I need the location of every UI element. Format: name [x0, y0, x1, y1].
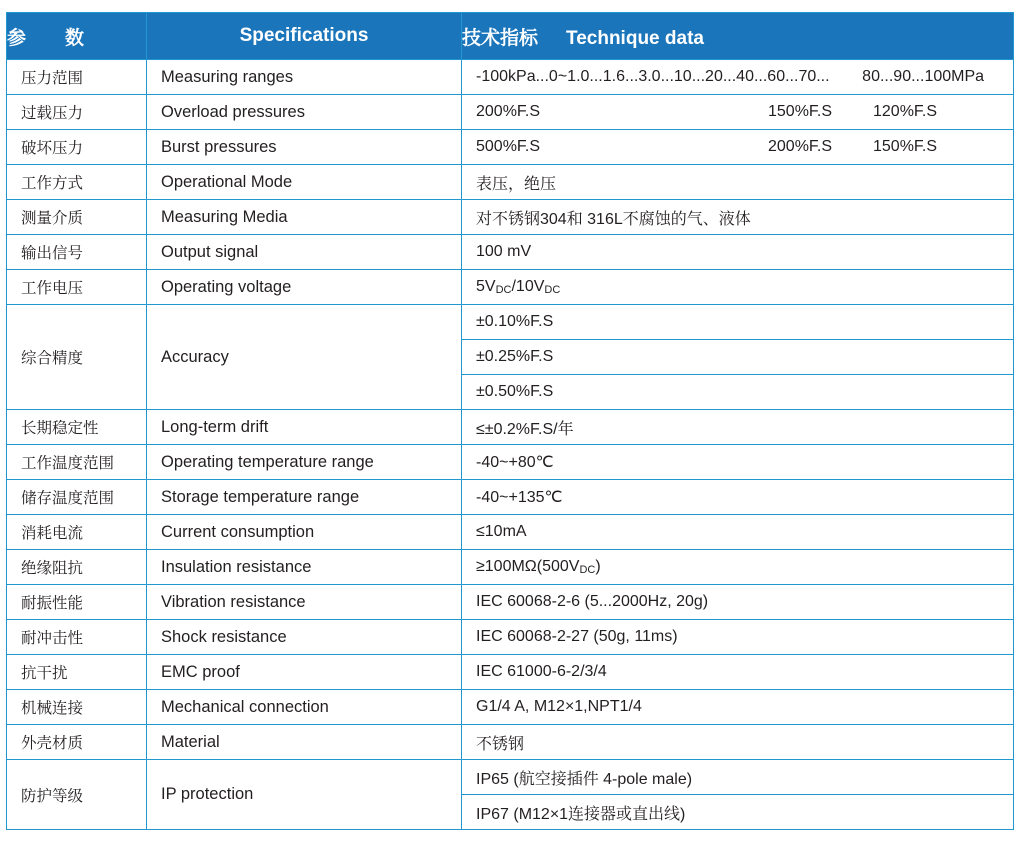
- burst-segment-1: 500%F.S: [476, 138, 541, 155]
- row-value: [462, 130, 1014, 165]
- row-label-cn: 过载压力: [7, 95, 147, 130]
- table-row: [7, 445, 1014, 480]
- row-value: IP65 (航空接插件 4-pole male): [462, 760, 1014, 795]
- row-label-en: Long-term drift: [147, 410, 462, 445]
- table-row: [7, 200, 1014, 235]
- burst-segment-2: 200%F.S: [768, 138, 833, 155]
- row-value: G1/4 A, M12×1,NPT1/4: [462, 690, 1014, 725]
- insulation-main: ≥100MΩ(500V: [476, 558, 580, 575]
- insulation-close: ): [595, 558, 601, 575]
- voltage-sub-dc: DC: [495, 284, 512, 296]
- row-label-en: Measuring ranges: [147, 60, 462, 95]
- header-parameter-en: Specifications: [147, 13, 462, 60]
- row-label-cn: 测量介质: [7, 200, 147, 235]
- row-label-cn: 抗干扰: [7, 655, 147, 690]
- row-value: IEC 60068-2-27 (50g, 11ms): [462, 620, 1014, 655]
- row-label-en: Shock resistance: [147, 620, 462, 655]
- row-label-cn: 耐振性能: [7, 585, 147, 620]
- row-value: -40~+80℃: [462, 445, 1014, 480]
- row-value: [462, 270, 1014, 305]
- row-value: IEC 61000-6-2/3/4: [462, 655, 1014, 690]
- overload-segment-3: 120%F.S: [873, 103, 938, 120]
- insulation-sub-dc: DC: [579, 564, 596, 576]
- table-row: [7, 515, 1014, 550]
- row-value: -40~+135℃: [462, 480, 1014, 515]
- row-value: [462, 60, 1014, 95]
- row-label-cn: 破坏压力: [7, 130, 147, 165]
- row-value: ±0.10%F.S: [462, 305, 1014, 340]
- row-label-cn: 消耗电流: [7, 515, 147, 550]
- row-label-en: Material: [147, 725, 462, 760]
- row-label-en: Vibration resistance: [147, 585, 462, 620]
- table-row: [7, 165, 1014, 200]
- row-label-cn: 外壳材质: [7, 725, 147, 760]
- row-label-cn: 储存温度范围: [7, 480, 147, 515]
- row-label-en: Accuracy: [147, 305, 462, 410]
- row-label-cn: 工作温度范围: [7, 445, 147, 480]
- table-row: [7, 305, 1014, 340]
- row-label-cn: 工作电压: [7, 270, 147, 305]
- table-row: [7, 410, 1014, 445]
- row-label-en: Burst pressures: [147, 130, 462, 165]
- row-label-en: Output signal: [147, 235, 462, 270]
- row-value: 100 mV: [462, 235, 1014, 270]
- table-row: [7, 550, 1014, 585]
- table-row: [7, 655, 1014, 690]
- specifications-table: [6, 12, 1014, 830]
- row-label-en: Operational Mode: [147, 165, 462, 200]
- voltage-sub-dc2: DC: [544, 284, 561, 296]
- row-value: IEC 60068-2-6 (5...2000Hz, 20g): [462, 585, 1014, 620]
- row-label-en: Mechanical connection: [147, 690, 462, 725]
- table-row: [7, 690, 1014, 725]
- overload-segment-2: 150%F.S: [768, 103, 833, 120]
- row-value: ≤10mA: [462, 515, 1014, 550]
- row-label-en: EMC proof: [147, 655, 462, 690]
- voltage-second: /10V: [511, 278, 545, 295]
- row-value: ±0.25%F.S: [462, 340, 1014, 375]
- header-technique: [462, 13, 1014, 60]
- range-segment-1: -100kPa...0~1.0...1.6...3.0...10...20...: [476, 68, 737, 85]
- table-row: [7, 60, 1014, 95]
- row-label-en: Operating voltage: [147, 270, 462, 305]
- row-label-cn: 综合精度: [7, 305, 147, 410]
- row-label-en: Insulation resistance: [147, 550, 462, 585]
- table-header-row: [7, 13, 1014, 60]
- row-label-en: Operating temperature range: [147, 445, 462, 480]
- row-label-en: IP protection: [147, 760, 462, 830]
- row-label-cn: 长期稳定性: [7, 410, 147, 445]
- row-label-cn: 防护等级: [7, 760, 147, 830]
- row-value: IP67 (M12×1连接器或直出线): [462, 795, 1014, 830]
- table-row: [7, 270, 1014, 305]
- row-label-en: Current consumption: [147, 515, 462, 550]
- row-label-en: Overload pressures: [147, 95, 462, 130]
- voltage-main: 5V: [476, 278, 496, 295]
- table-row: [7, 760, 1014, 795]
- burst-segment-3: 150%F.S: [873, 138, 938, 155]
- header-parameter-cn: 参 数: [7, 13, 147, 60]
- overload-segment-1: 200%F.S: [476, 103, 541, 120]
- table-row: [7, 130, 1014, 165]
- row-value: [462, 550, 1014, 585]
- row-value: 对不锈钢304和 316L不腐蚀的气、液体: [462, 200, 1014, 235]
- row-label-en: Measuring Media: [147, 200, 462, 235]
- header-technique-cn: 技术指标: [462, 27, 539, 49]
- row-value: ±0.50%F.S: [462, 375, 1014, 410]
- row-value: 表压，绝压: [462, 165, 1014, 200]
- table-row: [7, 480, 1014, 515]
- row-label-cn: 机械连接: [7, 690, 147, 725]
- table-row: [7, 95, 1014, 130]
- table-row: [7, 620, 1014, 655]
- row-value: 不锈钢: [462, 725, 1014, 760]
- row-value: [462, 95, 1014, 130]
- header-technique-en: Technique data: [566, 27, 704, 49]
- table-row: [7, 235, 1014, 270]
- row-label-cn: 绝缘阻抗: [7, 550, 147, 585]
- table-row: [7, 725, 1014, 760]
- row-value: ≤±0.2%F.S/年: [462, 410, 1014, 445]
- row-label-cn: 工作方式: [7, 165, 147, 200]
- row-label-en: Storage temperature range: [147, 480, 462, 515]
- row-label-cn: 压力范围: [7, 60, 147, 95]
- range-segment-3: 80...90...100MPa: [862, 68, 985, 85]
- table-row: [7, 585, 1014, 620]
- row-label-cn: 输出信号: [7, 235, 147, 270]
- row-label-cn: 耐冲击性: [7, 620, 147, 655]
- range-segment-2: 40...60...70...: [736, 68, 830, 85]
